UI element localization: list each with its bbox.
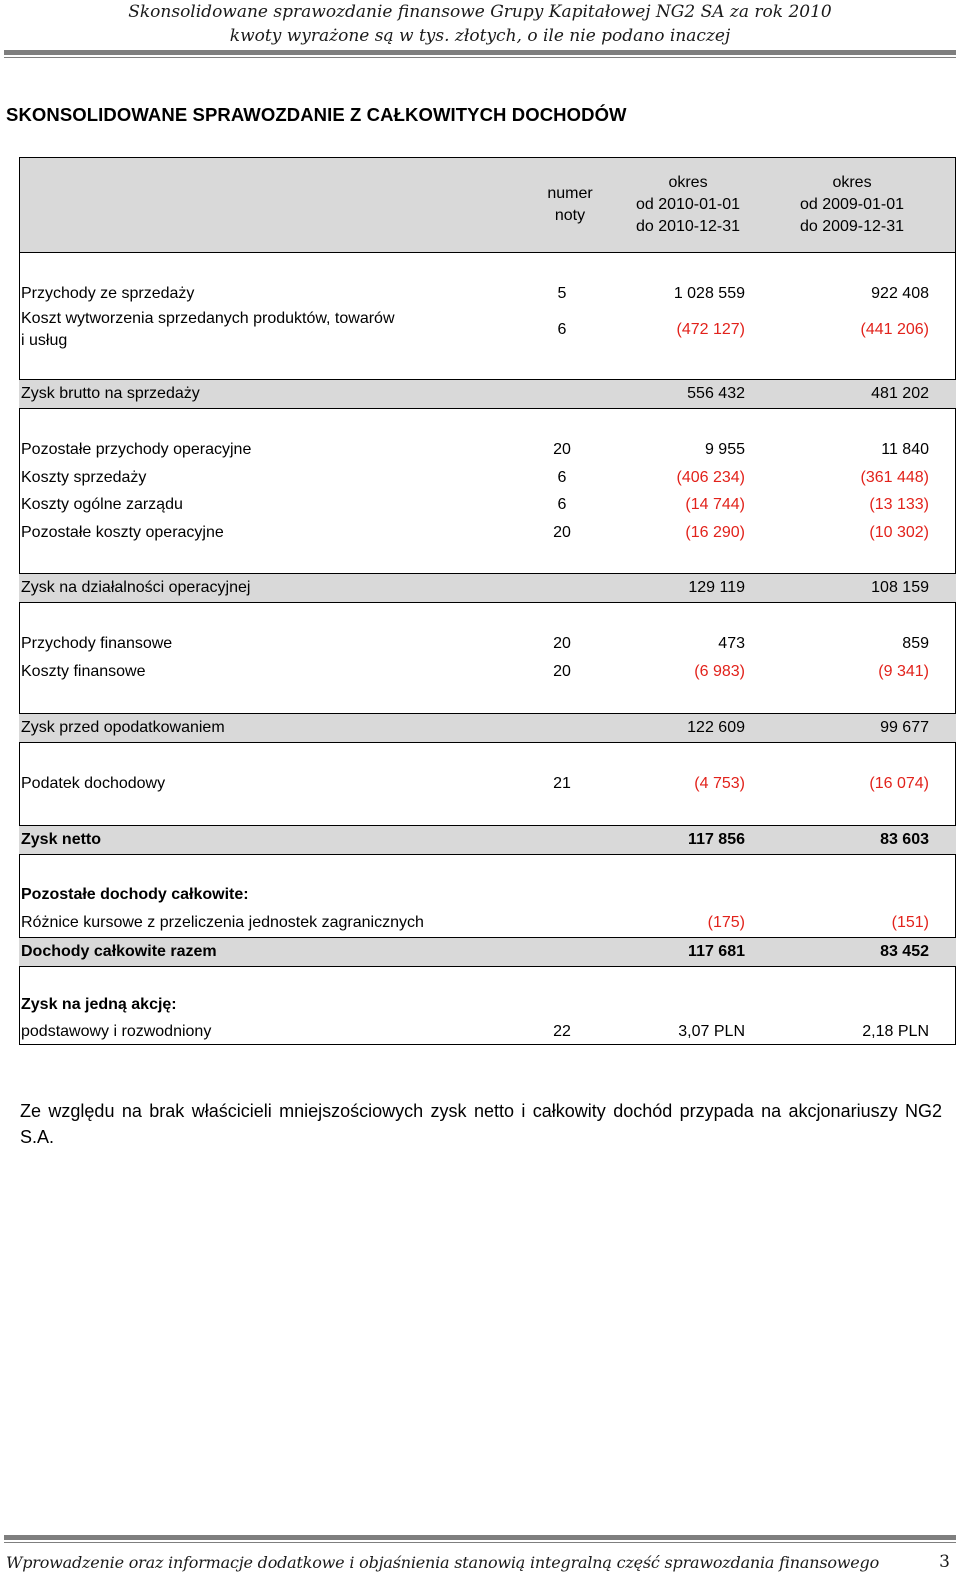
row-value-2010: (14 744) (685, 496, 745, 513)
row-note: 20 (553, 441, 571, 458)
row-value-2009: 83 452 (880, 943, 929, 960)
header-line-1: Skonsolidowane sprawozdanie finansowe Grupy Kapitałowej NG2 SA za rok 2010 (128, 2, 832, 22)
row-label: Koszty ogólne zarządu (21, 496, 183, 513)
footer-text: Wprowadzenie oraz informacje dodatkowe i objaśnienia stanowią integralną część sprawozdania finansowego (6, 1553, 880, 1572)
footer-rule-thin (4, 1542, 956, 1543)
row-value-2010: (406 234) (676, 469, 745, 486)
table-row-total-comprehensive (21, 940, 951, 964)
row-value-2010: 473 (718, 635, 745, 652)
column-header-2009-line1: okres (832, 174, 872, 191)
row-value-2010: 1 028 559 (673, 285, 745, 302)
row-value-2009: 11 840 (881, 441, 929, 458)
row-value-2009: 859 (902, 635, 929, 652)
table-border-left (19, 252, 20, 1045)
eps-heading: Zysk na jedną akcję: (21, 996, 177, 1013)
row-note: 6 (557, 469, 567, 486)
row-label-line2: i usług (21, 332, 68, 349)
column-header-note-line2: noty (554, 207, 586, 224)
table-border-right (955, 252, 956, 1045)
column-header-2009-line3: do 2009-12-31 (799, 218, 905, 235)
row-value-2010: 9 955 (704, 441, 745, 458)
row-value-2010: (16 290) (685, 524, 745, 541)
row-value-2010: 117 681 (688, 943, 745, 960)
table-row-income-tax (21, 772, 951, 796)
row-value-2010: (6 983) (694, 663, 745, 680)
row-value-2009: (13 133) (869, 496, 929, 513)
row-label: Zysk brutto na sprzedaży (21, 385, 200, 402)
row-value-2009: (16 074) (869, 775, 929, 792)
row-label: Dochody całkowite razem (21, 943, 217, 960)
row-note: 20 (553, 524, 571, 541)
header-rule-thin (4, 57, 956, 58)
row-note: 5 (557, 285, 567, 302)
row-value-2010: (4 753) (694, 775, 745, 792)
row-value-2010: (175) (707, 914, 745, 931)
column-header-note-line1: numer (547, 185, 593, 202)
row-value-2009: 922 408 (871, 285, 929, 302)
row-value-2009: 481 202 (871, 385, 929, 402)
header-line-2: kwoty wyrażone są w tys. złotych, o ile nie podano inaczej (229, 26, 731, 46)
table-row-net-profit (21, 828, 951, 852)
row-note: 20 (553, 635, 571, 652)
table-border-bottom (19, 1044, 956, 1045)
row-value-2009: 2,18 PLN (862, 1023, 929, 1040)
row-note: 6 (557, 496, 567, 513)
row-value-2010: (472 127) (676, 321, 745, 338)
column-header-2010 (608, 172, 768, 238)
table-row-operating-profit (21, 576, 951, 600)
column-header-2010-line1: okres (668, 174, 708, 191)
statement-title: SKONSOLIDOWANE SPRAWOZDANIE Z CAŁKOWITYCH DOCHODÓW (6, 104, 627, 125)
column-header-2009-line2: od 2009-01-01 (799, 196, 905, 213)
row-label: Pozostałe przychody operacyjne (21, 441, 252, 458)
row-note: 20 (553, 663, 571, 680)
column-header-2010-line2: od 2010-01-01 (635, 196, 741, 213)
row-label: Podatek dochodowy (21, 775, 166, 792)
row-label: Różnice kursowe z przeliczenia jednostek zagranicznych (21, 914, 424, 931)
footer-rule (4, 1535, 956, 1540)
table-row-finance-costs (21, 660, 951, 684)
row-note: 6 (557, 321, 567, 338)
row-value-2009: (9 341) (878, 663, 929, 680)
row-label: Zysk przed opodatkowaniem (21, 719, 225, 736)
row-label: Zysk netto (21, 831, 102, 848)
row-label: Koszty finansowe (21, 663, 146, 680)
page-number: 3 (939, 1552, 950, 1572)
row-value-2009: (441 206) (860, 321, 929, 338)
column-header-note (525, 183, 615, 227)
row-note: 21 (553, 775, 571, 792)
row-label: Pozostałe koszty operacyjne (21, 524, 224, 541)
row-value-2010: 129 119 (688, 579, 745, 596)
row-label: Zysk na działalności operacyjnej (21, 579, 251, 596)
table-row-selling-costs (21, 466, 951, 490)
table-row-eps (21, 1020, 951, 1044)
row-label: podstawowy i rozwodniony (21, 1023, 212, 1040)
table-row-fx-differences (21, 911, 951, 935)
row-label (21, 308, 395, 352)
row-value-2009: (151) (891, 914, 929, 931)
row-value-2010: 556 432 (687, 385, 745, 402)
row-value-2009: (361 448) (860, 469, 929, 486)
row-value-2010: 122 609 (687, 719, 745, 736)
table-row-admin-costs (21, 493, 951, 517)
minority-interest-footnote: Ze względu na brak właścicieli mniejszościowych zysk netto i całkowity dochód przypada na akcjonariuszy NG2 S.A. (20, 1101, 942, 1147)
row-label: Przychody ze sprzedaży (21, 285, 195, 302)
row-label: Koszty sprzedaży (21, 469, 147, 486)
row-value-2010: 3,07 PLN (678, 1023, 745, 1040)
table-row-gross-profit (21, 382, 951, 406)
table-row-cogs (21, 308, 951, 352)
table-row-other-costs (21, 521, 951, 545)
row-value-2009: (10 302) (869, 524, 929, 541)
row-value-2010: 117 856 (688, 831, 745, 848)
row-label: Przychody finansowe (21, 635, 173, 652)
column-header-2009 (772, 172, 932, 238)
column-header-2010-line3: do 2010-12-31 (635, 218, 741, 235)
table-row-other-income (21, 438, 951, 462)
row-value-2009: 99 677 (880, 719, 929, 736)
row-value-2009: 83 603 (880, 831, 929, 848)
table-row-revenue (21, 282, 951, 306)
row-value-2009: 108 159 (871, 579, 929, 596)
row-label-line1: Koszt wytworzenia sprzedanych produktów, towarów (21, 310, 395, 327)
oci-heading: Pozostałe dochody całkowite: (21, 886, 249, 903)
table-row-profit-before-tax (21, 716, 951, 740)
row-note: 22 (553, 1023, 571, 1040)
table-row-finance-income (21, 632, 951, 656)
header-rule (4, 50, 956, 55)
